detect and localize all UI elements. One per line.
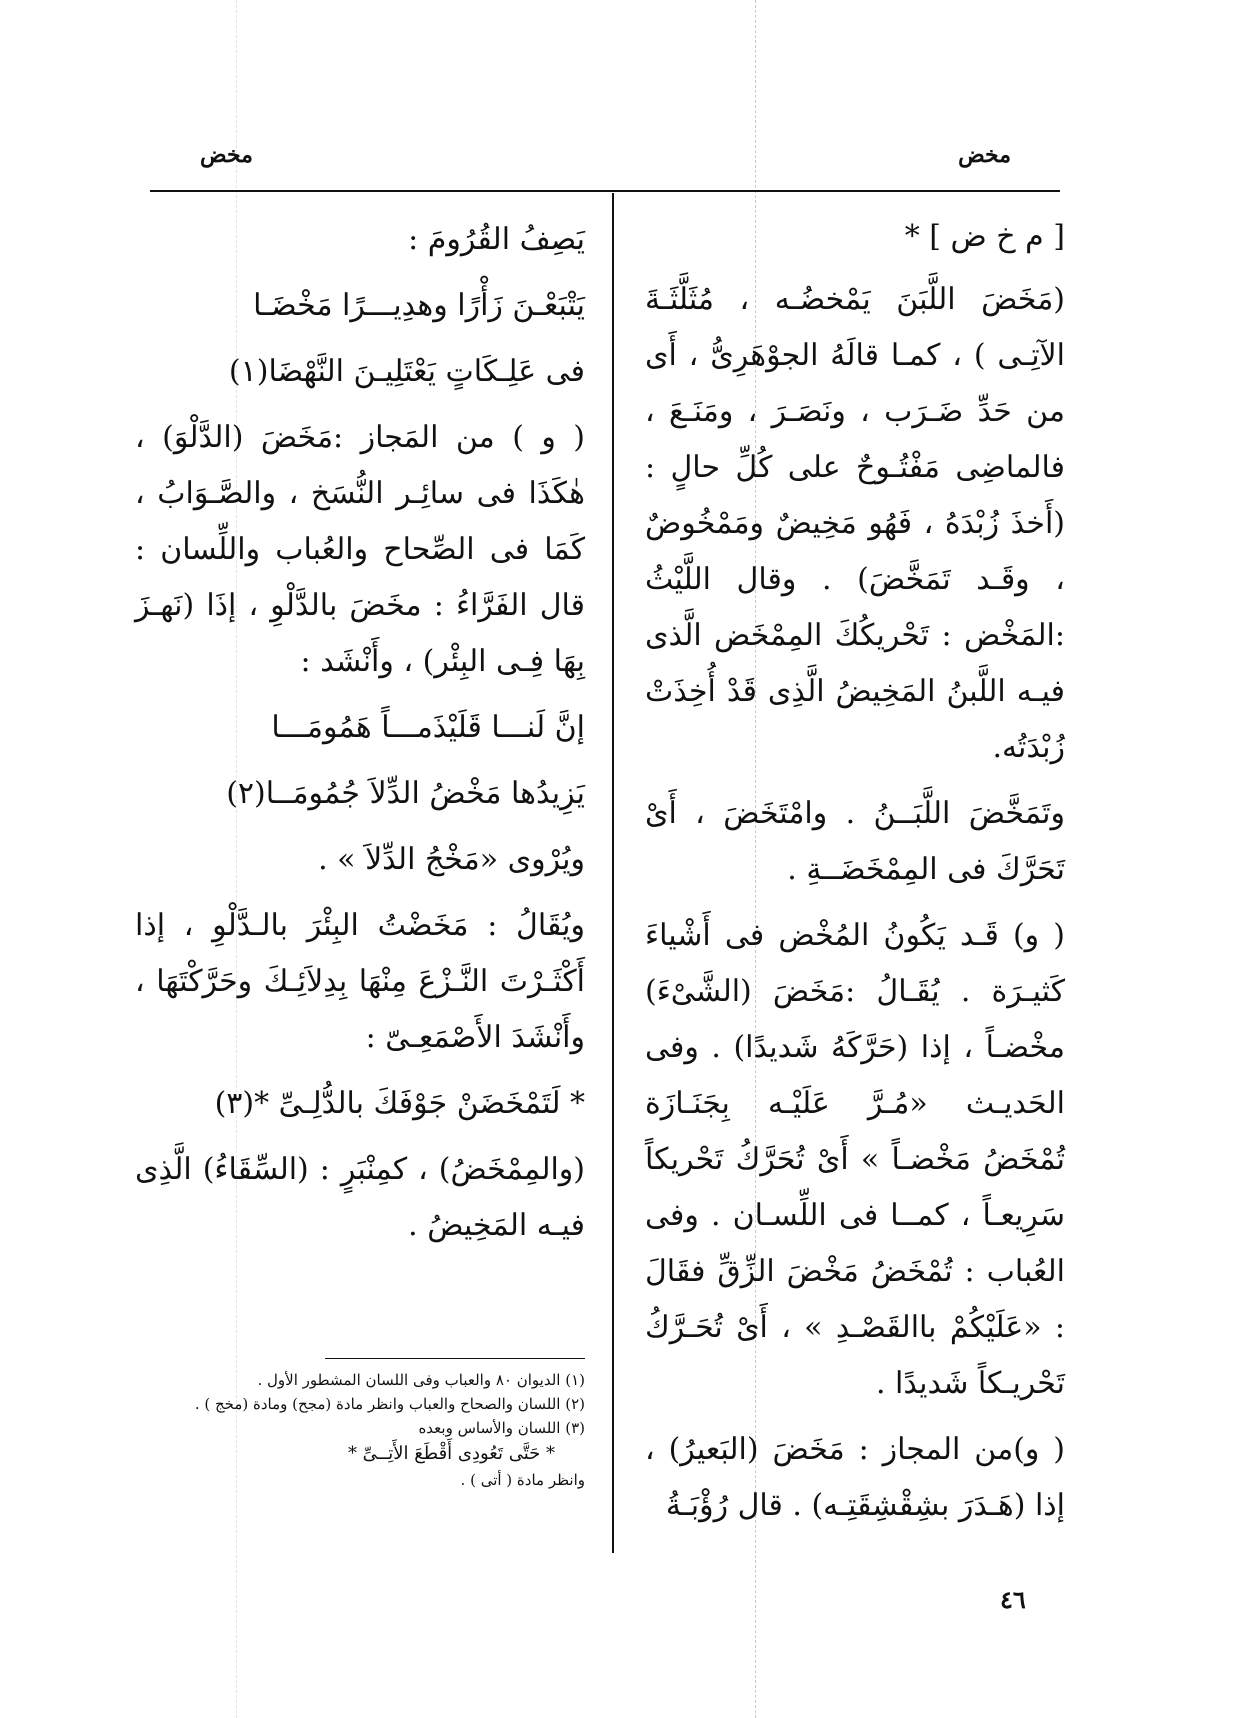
footnotes — [150, 1368, 585, 1492]
paragraph: ويُقَالُ : مَخَضْتُ البِئْرَ بالـدَّلْوِ ، إذا أَكْثَـرْتَ النَّـزْعَ مِنْهَا بِدِلاَئِـكَ وحَرَّكْتَهَا ، وأَنْشَدَ الأَصْمَعِـىّ : — [135, 908, 585, 1055]
paragraph: (والمِمْخَضُ) ، كمِنْبَرٍ : (السِّقَاءُ) الَّذِى فيـه المَخِيضُ . — [135, 1152, 585, 1243]
paragraph: ويُرْوى «مَخْجُ الدِّلاَ » . — [318, 842, 585, 877]
verse-line: يَتْبَعْـنَ زَأْرًا وهدِيـــرًا مَخْضَـا — [253, 288, 585, 323]
paragraph: ( و ) من المَجاز :مَخَضَ (الدَّلْوَ) ، هٰكَذَا فى سائِـر النُّسَخ ، والصَّـوَابُ ، كَمَا فى الصِّحاح والعُباب واللِّسان : قال الفَرَّاءُ : مخَضَ بالدَّلْوِ ، إذَا (نَهـزَ بِهَا فِـى البِئْر) ، وأَنْشَد : — [135, 420, 585, 679]
running-header-left: مخض — [200, 142, 253, 168]
verse-line: يَزِيدُها مَخْضُ الدِّلاَ جُمُومَــا(٢) — [226, 776, 585, 811]
footnote: (١) الديوان ٨٠ والعباب وفى اللسان المشطور الأول . — [257, 1371, 585, 1389]
page-number: ٤٦ — [1000, 1585, 1026, 1614]
entry-head: [ م خ ض ] * — [904, 219, 1065, 254]
footnote-rule — [325, 1358, 585, 1359]
paragraph: ( و) قَـد يَكُونُ المُخْض فى أَشْياءَ كَثيـرَة . يُقَـالُ :مَخَضَ (الشَّىْءَ) مخْضـاً ، إذا (حَرَّكَهُ شَديدًا) . وفى الحَديـث «مُـرَّ عَلَيْـه بِجَنَـازَة تُمْخَضُ مَخْضـاً » أَىْ تُحَرَّكُ تَحْريكاً سَرِيعـاً ، كمــا فى اللِّسـان . وفى العُباب : تُمْخَضُ مَخْضَ الزِّقِّ فقَالَ : «عَلَيْكُمْ باالقَصْـدِ » ، أَىْ تُحَـرَّكُ تَحْريـكاً شَديدًا . — [645, 918, 1065, 1401]
verse-line: فى عَلِـكَاتٍ يَعْتَلِيـنَ النَّهْضَا(١) — [228, 354, 585, 389]
paragraph: يَصِفُ القُرُومَ : — [408, 222, 585, 257]
left-column — [135, 212, 585, 1264]
paragraph: ( و)من المجاز : مَخَضَ (البَعيرُ) ، إذا (هَـدَرَ بشِقْشِقَتِـه) . قال رُؤْبَـةُ — [645, 1432, 1065, 1523]
footnote: وانظر مادة ( أتى ) . — [460, 1471, 585, 1489]
paragraph: وتَمَخَّضَ اللَّبَــنُ . وامْتَخَضَ ، أَىْ تَحَرَّكَ فى المِمْخَضَــةِ . — [645, 796, 1065, 887]
footnote-verse: * حَتَّى تَعُودِى أَقْطَعَ الأَتِــىِّ * — [347, 1443, 555, 1464]
paragraph: (مَخَضَ اللَّبَنَ يَمْخضُـه ، مُثَلَّثَـةَ الآتِـى ) ، كمـا قالَهُ الجوْهَرِىُّ ، أَى من حَدِّ ضَـرَب ، ونَصَـرَ ، ومَنَـعَ ، فالماضِى مَفْتُـوحٌ على كُلِّ حالٍ : (أَخذَ زُبْدَهُ ، فَهُو مَخِيضٌ ومَمْخُوضٌ ، وقَـد تَمَخَّضَ) . وقال اللَّيْثُ :المَخْض : تَحْريكُكَ المِمْخَض الَّذى فيـه اللَّبنُ المَخِيضُ الَّذِى قَدْ أُخِذَتْ زُبْدَتُه. — [645, 282, 1065, 765]
column-divider — [612, 193, 614, 1553]
verse-line: إنَّ لَنـــا قَلَيْذَمـــاً هَمُومَـــا — [271, 710, 585, 745]
header-rule — [150, 190, 1060, 192]
footnote: (٢) اللسان والصحاح والعباب وانظر مادة (مجح) ومادة (مخج ) . — [194, 1395, 585, 1413]
right-column — [645, 212, 1065, 1544]
running-header-right: مخض — [958, 142, 1011, 168]
footnote: (٣) اللسان والأساس وبعده — [418, 1419, 585, 1437]
verse-line: * لَتَمْخَضَنْ جَوْفَكَ بالدُّلِـىِّ *(٣) — [214, 1086, 585, 1121]
